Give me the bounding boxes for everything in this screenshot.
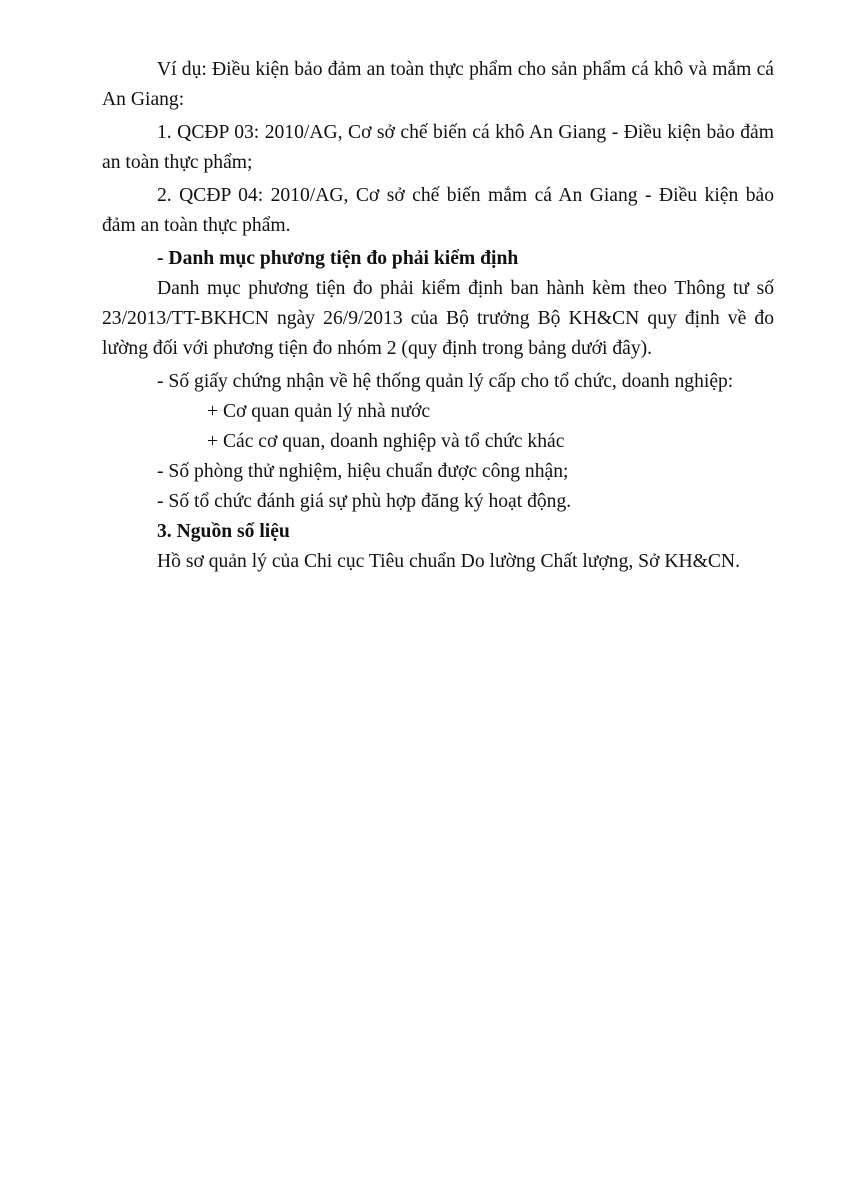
state-agencies-sub-bullet: + Cơ quan quản lý nhà nước [207,401,431,422]
other-organizations-sub-bullet: + Các cơ quan, doanh nghiệp và tổ chức khác [207,431,565,452]
measuring-instruments-heading: - Danh mục phương tiện đo phải kiểm định [157,248,519,269]
data-source-text: Hồ sơ quản lý của Chi cục Tiêu chuẩn Do lường Chất lượng, Sở KH&CN. [157,551,740,572]
conformity-organizations-bullet: - Số tổ chức đánh giá sự phù hợp đăng ký hoạt động. [157,491,572,512]
example-intro-paragraph: Ví dụ: Điều kiện bảo đảm an toàn thực phẩm cho sản phẩm cá khô và mắm cá An Giang: [102,59,774,110]
measuring-instruments-paragraph: Danh mục phương tiện đo phải kiểm định ban hành kèm theo Thông tư số 23/2013/TT-BKHCN ngày 26/9/2013 của Bộ trưởng Bộ KH&CN quy định về đo lường đối với phương tiện đo nhóm 2 (quy định trong bảng dưới đây). [102,278,774,359]
certificates-bullet: - Số giấy chứng nhận về hệ thống quản lý cấp cho tổ chức, doanh nghiệp: [157,371,734,392]
accredited-labs-bullet: - Số phòng thử nghiệm, hiệu chuẩn được công nhận; [157,461,569,482]
document-body [102,55,774,577]
data-source-heading: 3. Nguồn số liệu [157,521,290,542]
regulation-item-2: 2. QCĐP 04: 2010/AG, Cơ sở chế biến mắm cá An Giang - Điều kiện bảo đảm an toàn thực phẩm. [102,185,774,236]
regulation-item-1: 1. QCĐP 03: 2010/AG, Cơ sở chế biến cá khô An Giang - Điều kiện bảo đảm an toàn thực phẩm; [102,122,774,173]
